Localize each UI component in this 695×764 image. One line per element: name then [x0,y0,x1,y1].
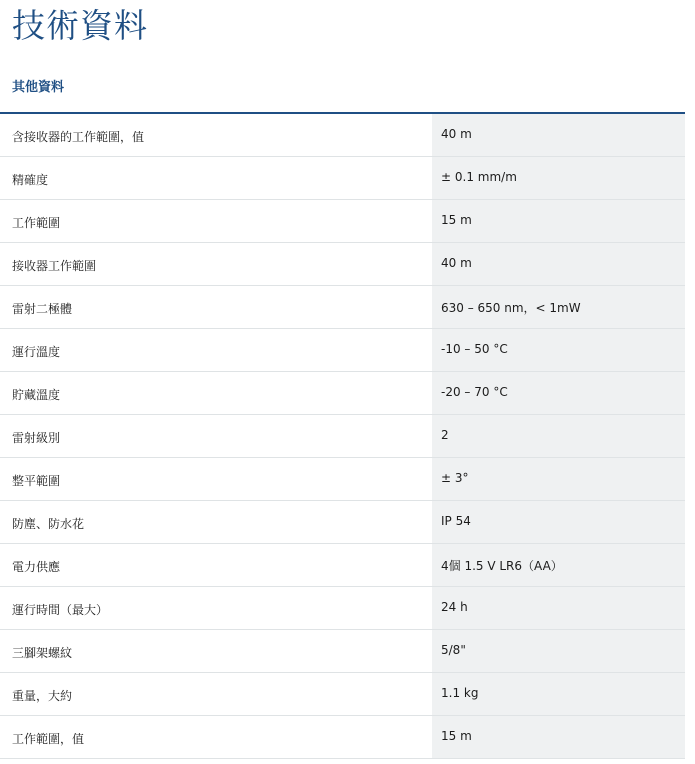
spec-row [0,415,685,458]
spec-value: 15 m [432,200,685,242]
spec-label: 雷射二極體 [12,301,73,316]
spec-value: -20 – 70 °C [432,372,685,414]
spec-row [0,200,685,243]
spec-label: 貯藏溫度 [12,387,61,402]
spec-label: 運行溫度 [12,344,61,359]
spec-value: -10 – 50 °C [432,329,685,371]
section-title: 其他資料 [12,80,65,95]
spec-value: 2 [432,415,685,457]
spec-row [0,114,685,157]
spec-row [0,157,685,200]
spec-row [0,501,685,544]
spec-value: IP 54 [432,501,685,543]
spec-value: 4個 1.5 V LR6（AA） [432,544,685,586]
spec-label: 電力供應 [12,559,61,574]
spec-value: 40 m [432,114,685,156]
spec-label: 防塵、防水花 [12,516,85,531]
spec-label: 工作範圍 [12,215,61,230]
spec-value: 24 h [432,587,685,629]
spec-row [0,458,685,501]
spec-row [0,673,685,716]
spec-label: 接收器工作範圍 [12,258,97,273]
spec-value: ± 3° [432,458,685,500]
spec-row [0,587,685,630]
spec-value: 1.1 kg [432,673,685,715]
spec-row [0,544,685,587]
spec-value: 5/8" [432,630,685,672]
spec-label: 工作範圍，值 [12,731,85,746]
spec-table [0,114,685,759]
spec-label: 雷射級別 [12,430,61,445]
spec-label: 含接收器的工作範圍，值 [12,129,145,144]
spec-row [0,286,685,329]
spec-value: ± 0.1 mm/m [432,157,685,199]
spec-row [0,243,685,286]
spec-value: 630 – 650 nm，< 1mW [432,286,685,328]
spec-label: 精確度 [12,172,49,187]
spec-value: 15 m [432,716,685,758]
spec-label: 整平範圍 [12,473,61,488]
page-title: 技術資料 [12,6,148,45]
spec-value: 40 m [432,243,685,285]
spec-row [0,716,685,759]
spec-label: 三腳架螺紋 [12,645,73,660]
spec-row [0,372,685,415]
spec-label: 重量，大約 [12,688,73,703]
spec-row [0,329,685,372]
spec-label: 運行時間（最大） [12,602,109,617]
spec-row [0,630,685,673]
